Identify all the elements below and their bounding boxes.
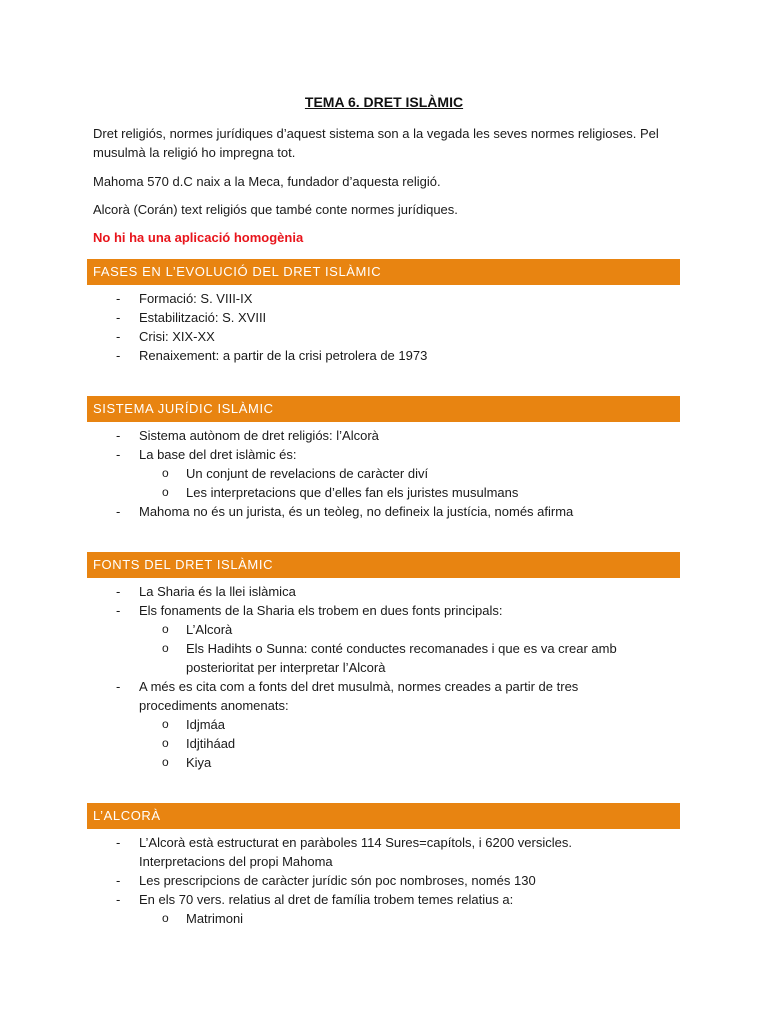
list-item: - Formació: S. VIII-IX	[116, 291, 253, 306]
list-item: - La Sharia és la llei islàmica	[116, 584, 296, 599]
sub-list-item: o Idjmáa	[162, 717, 226, 732]
intro-paragraph-2: Mahoma 570 d.C naix a la Meca, fundador d’aquesta religió.	[93, 174, 441, 189]
intro-paragraph-1: Dret religiós, normes jurídiques d’aquest sistema son a la vegada les seves normes religioses. Pel musulmà la religió ho impregna tot.	[93, 126, 659, 160]
section-list-fases	[0, 289, 768, 365]
circle-marker: o	[162, 485, 169, 499]
section-list-sistema	[0, 426, 768, 521]
circle-marker: o	[162, 641, 169, 655]
intro-paragraph-3: Alcorà (Corán) text religiós que també conte normes jurídiques.	[93, 202, 458, 217]
list-item: - L’Alcorà està estructurat en paràboles 114 Sures=capítols, i 6200 versicles. Interpretacions del propi Mahoma	[116, 835, 572, 869]
dash-marker: -	[116, 892, 121, 907]
sub-list-item: o Matrimoni	[162, 911, 244, 926]
sub-list-item: o Kiya	[162, 755, 212, 770]
list-item: - En els 70 vers. relatius al dret de família trobem temes relatius a:	[116, 892, 514, 907]
circle-marker: o	[162, 622, 169, 636]
list-item: - Sistema autònom de dret religiós: l’Alcorà	[116, 428, 379, 443]
list-item: - Estabilització: S. XVIII	[116, 310, 267, 325]
sub-list-item: o L’Alcorà	[162, 622, 233, 637]
sub-list-item: o Un conjunt de revelacions de caràcter diví	[162, 466, 429, 481]
highlight-note: No hi ha una aplicació homogènia	[93, 230, 304, 245]
dash-marker: -	[116, 291, 121, 306]
section-heading-sistema: SISTEMA JURÍDIC ISLÀMIC	[87, 396, 680, 422]
list-item: - Crisi: XIX-XX	[116, 329, 215, 344]
list-item: - A més es cita com a fonts del dret musulmà, normes creades a partir de tres procediments anomenats:	[116, 679, 579, 713]
list-item: - Els fonaments de la Sharia els trobem en dues fonts principals:	[116, 603, 503, 618]
circle-marker: o	[162, 736, 169, 750]
dash-marker: -	[116, 447, 121, 462]
dash-marker: -	[116, 329, 121, 344]
circle-marker: o	[162, 755, 169, 769]
dash-marker: -	[116, 603, 121, 618]
dash-marker: -	[116, 835, 121, 850]
list-item: - La base del dret islàmic és:	[116, 447, 297, 462]
page-title: TEMA 6. DRET ISLÀMIC	[304, 94, 464, 110]
dash-marker: -	[116, 310, 121, 325]
circle-marker: o	[162, 717, 169, 731]
sub-list-item: o Idjtiháad	[162, 736, 236, 751]
list-item: - Mahoma no és un jurista, és un teòleg, no defineix la justícia, només afirma	[116, 504, 574, 519]
dash-marker: -	[116, 679, 121, 694]
dash-marker: -	[116, 584, 121, 599]
dash-marker: -	[116, 504, 121, 519]
section-heading-fases: FASES EN L’EVOLUCIÓ DEL DRET ISLÀMIC	[87, 259, 680, 285]
circle-marker: o	[162, 466, 169, 480]
dash-marker: -	[116, 428, 121, 443]
list-item: - Les prescripcions de caràcter jurídic són poc nombroses, només 130	[116, 873, 536, 888]
section-heading-fonts: FONTS DEL DRET ISLÀMIC	[87, 552, 680, 578]
list-item: - Renaixement: a partir de la crisi petrolera de 1973	[116, 348, 428, 363]
sub-list-item: o Els Hadihts o Sunna: conté conductes recomanades i que es va crear amb posterioritat per interpretar l’Alcorà	[162, 641, 617, 675]
section-heading-alcora: L’ALCORÀ	[87, 803, 680, 829]
section-list-alcora	[0, 833, 768, 928]
sub-list-item: o Les interpretacions que d’elles fan els juristes musulmans	[162, 485, 519, 500]
dash-marker: -	[116, 873, 121, 888]
circle-marker: o	[162, 911, 169, 925]
section-list-fonts	[0, 582, 768, 772]
dash-marker: -	[116, 348, 121, 363]
